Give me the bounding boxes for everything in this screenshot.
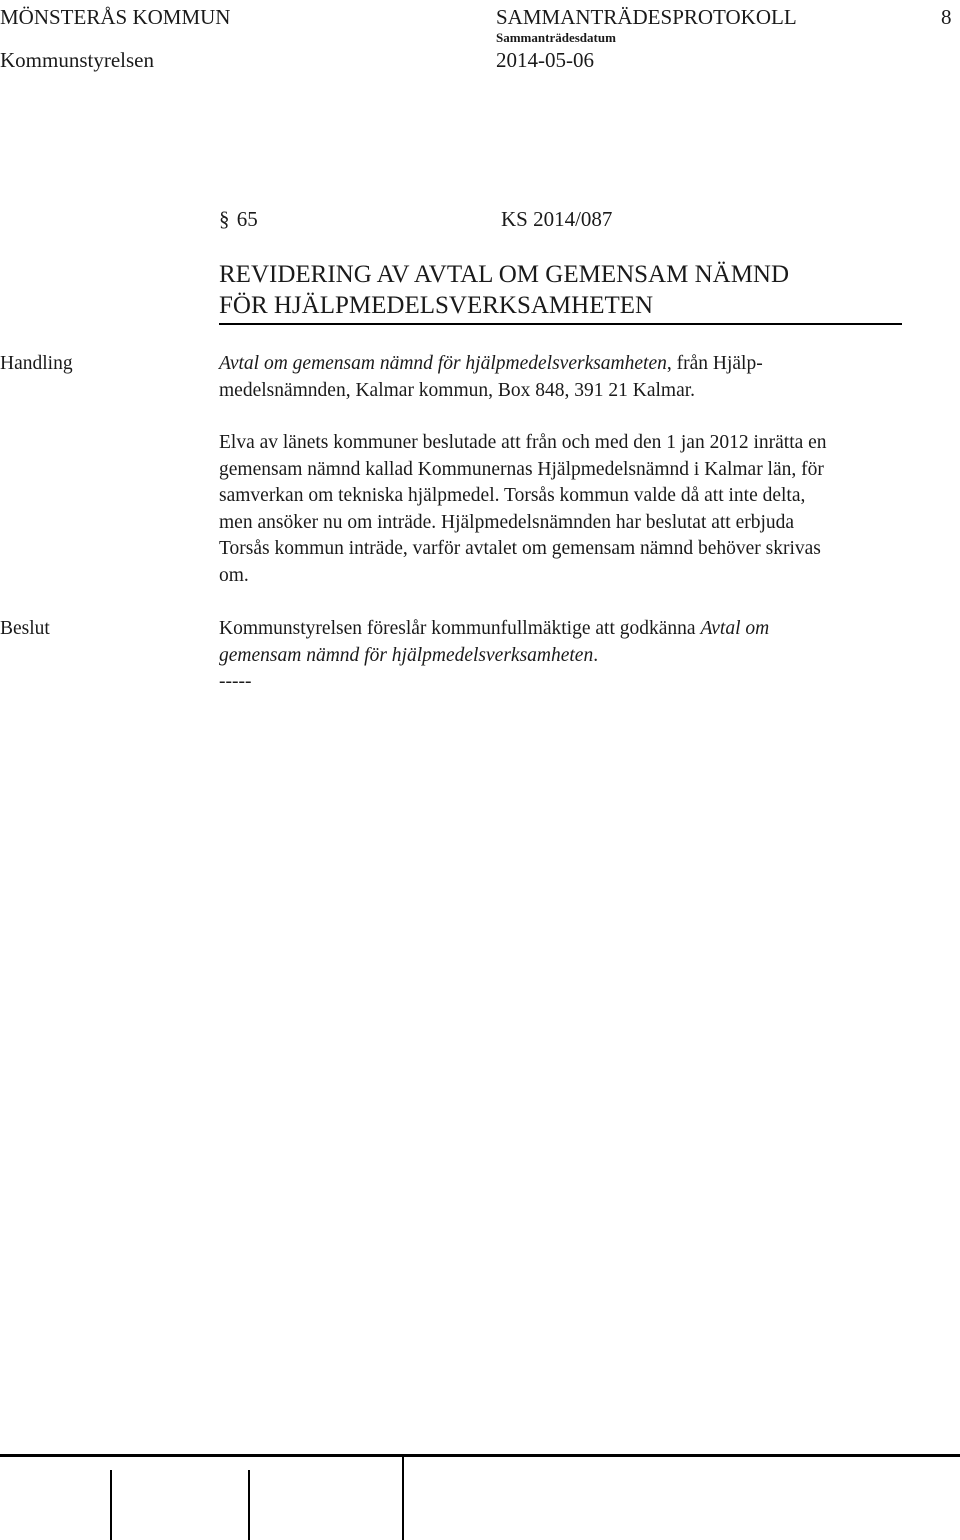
signature-divider [402,1457,404,1540]
case-number: KS 2014/087 [501,207,613,231]
handling-document-title: Avtal om gemensam nämnd för hjälpmedelsverksamheten [219,353,667,374]
signature-divider [248,1470,250,1540]
description-line: Elva av länets kommuner beslutade att från och med den 1 jan 2012 inrätta en [219,432,827,453]
section-symbol: § [219,207,230,231]
description-line: gemensam nämnd kallad Kommunernas Hjälpmedelsnämnd i Kalmar län, för [219,458,824,480]
document-type: SAMMANTRÄDESPROTOKOLL [496,5,797,29]
page-number: 8 [941,5,952,29]
section-number: 65 [236,207,258,231]
handling-label: Handling [0,353,73,374]
beslut-label: Beslut [0,618,50,639]
description-line: samverkan om tekniska hjälpmedel. Torsås kommun valde då att inte delta, [219,485,806,506]
municipality-name: MÖNSTERÅS KOMMUN [0,5,231,29]
description-line: men ansöker nu om inträde. Hjälpmedelsnämnden har beslutat att erbjuda [219,511,795,533]
title-underline [219,323,902,325]
signature-divider [110,1470,112,1540]
item-title-line-1: REVIDERING AV AVTAL OM GEMENSAM NÄMND [219,261,790,288]
section-line [219,207,258,231]
description-paragraph [219,430,959,589]
beslut-line-1: Kommunstyrelsen föreslår kommunfullmäktige att godkänna Avtal om [219,618,770,639]
date-label: Sammanträdesdatum [496,30,616,45]
description-line: om. [219,564,249,586]
handling-line-2: medelsnämnden, Kalmar kommun, Box 848, 391 21 Kalmar. [219,379,696,401]
description-line: Torsås kommun inträde, varför avtalet om gemensam nämnd behöver skrivas [219,538,821,559]
beslut-line-2: gemensam nämnd för hjälpmedelsverksamheten. [219,644,599,666]
meeting-date: 2014-05-06 [496,48,594,72]
footer-rule [0,1454,960,1457]
handling-line-1: Avtal om gemensam nämnd för hjälpmedelsverksamheten, från Hjälp- [219,353,763,374]
committee-name: Kommunstyrelsen [0,48,154,72]
beslut-text [219,616,959,696]
end-marker: ----- [219,671,252,692]
handling-text [219,351,959,404]
item-title-line-2: FÖR HJÄLPMEDELSVERKSAMHETEN [219,292,654,319]
